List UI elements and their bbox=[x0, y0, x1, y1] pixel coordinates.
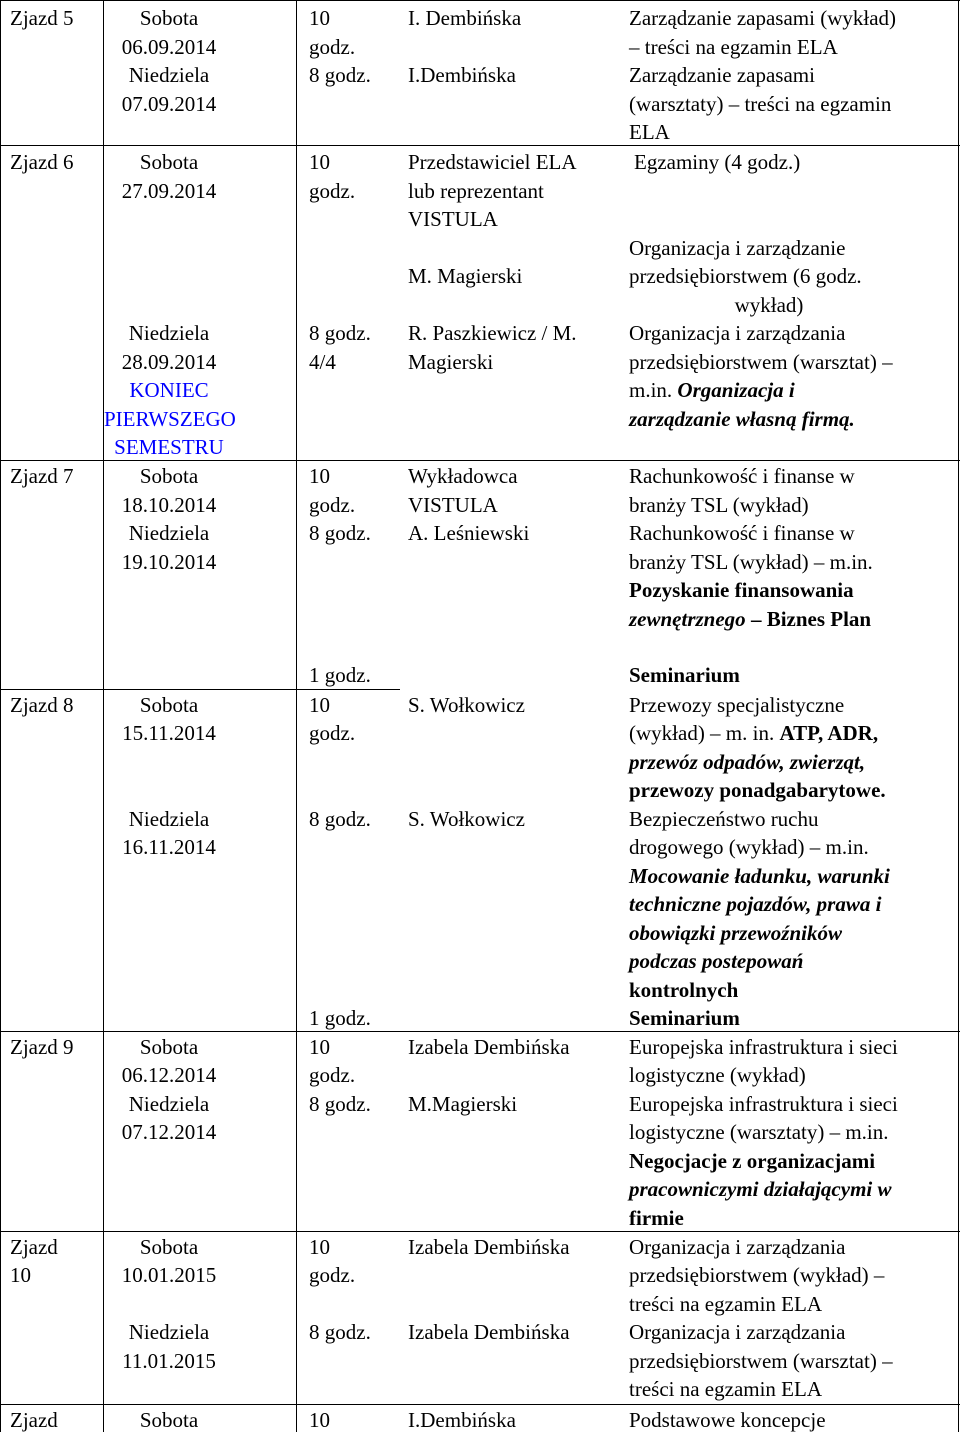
subject-line: drogowego (wykład) – m.in. bbox=[629, 835, 869, 859]
lecturer: M.Magierski bbox=[408, 1092, 518, 1116]
saturday-day: Sobota bbox=[139, 150, 199, 174]
sunday-date: 28.09.2014 bbox=[121, 350, 217, 374]
hours-unit: godz. bbox=[309, 1263, 356, 1287]
row-label-zjazd-8: Zjazd 8 bbox=[10, 693, 74, 717]
seminar-label: Seminarium bbox=[629, 1006, 740, 1030]
sunday-day: Niedziela bbox=[128, 521, 210, 545]
sunday-day: Niedziela bbox=[128, 1092, 210, 1116]
lecturer: Izabela Dembińska bbox=[408, 1035, 570, 1059]
saturday-date: 18.10.2014 bbox=[121, 493, 217, 517]
subject-line: Europejska infrastruktura i sieci bbox=[629, 1092, 898, 1116]
subject-line: obowiązki przewoźników bbox=[629, 921, 842, 945]
sunday-day: Niedziela bbox=[128, 1320, 210, 1344]
hours: 8 godz. bbox=[309, 1092, 371, 1116]
subject-line: Podstawowe koncepcje bbox=[629, 1408, 826, 1432]
subject-line: Pozyskanie finansowania bbox=[629, 578, 854, 602]
lecturer-line: M. Magierski bbox=[408, 264, 523, 288]
lecturer: I. Dembińska bbox=[408, 6, 522, 30]
seminar-label: Seminarium bbox=[629, 663, 740, 687]
subject-line: przewozy ponadgabarytowe. bbox=[629, 778, 886, 802]
hours: 8 godz. bbox=[309, 321, 371, 345]
subject-line: wykład) bbox=[734, 293, 804, 317]
hours: 10 bbox=[309, 693, 330, 717]
hours-fraction: 4/4 bbox=[309, 350, 336, 374]
subject-line: Bezpieczeństwo ruchu bbox=[629, 807, 819, 831]
subject-line: Organizacja i zarządzanie bbox=[629, 236, 846, 260]
lecturer-line: VISTULA bbox=[408, 493, 498, 517]
hours: 8 godz. bbox=[309, 63, 371, 87]
subject-line: przedsiębiorstwem (6 godz. bbox=[629, 264, 862, 288]
subject-line: treści na egzamin ELA bbox=[629, 1377, 822, 1401]
subject-line: Mocowanie ładunku, warunki bbox=[629, 864, 890, 888]
subject-line: przedsiębiorstwem (wykład) – bbox=[629, 1263, 885, 1287]
row-label-zjazd-10: Zjazd bbox=[10, 1235, 58, 1259]
hours: 10 bbox=[309, 1235, 330, 1259]
lecturer: I.Dembińska bbox=[408, 1408, 516, 1432]
hours: 10 bbox=[309, 6, 330, 30]
subject-line: przedsiębiorstwem (warsztat) – bbox=[629, 1349, 893, 1373]
subject-line: Negocjacje z organizacjami bbox=[629, 1149, 876, 1173]
lecturer: S. Wołkowicz bbox=[408, 693, 525, 717]
lecturer-line: R. Paszkiewicz / M. bbox=[408, 321, 577, 345]
lecturer-line: Przedstawiciel ELA bbox=[408, 150, 577, 174]
subject-line: Zarządzanie zapasami bbox=[629, 63, 815, 87]
sunday-date: 16.11.2014 bbox=[122, 835, 216, 859]
hours: 8 godz. bbox=[309, 807, 371, 831]
sunday-day: Niedziela bbox=[128, 321, 210, 345]
row-label-number: 10 bbox=[10, 1263, 31, 1287]
lecturer-line: VISTULA bbox=[408, 207, 498, 231]
hours-unit: godz. bbox=[309, 1063, 356, 1087]
row-label-zjazd-11: Zjazd bbox=[10, 1408, 58, 1432]
hours-unit: godz. bbox=[309, 493, 356, 517]
subject-line: Przewozy specjalistyczne bbox=[629, 693, 845, 717]
saturday-date: 27.09.2014 bbox=[121, 179, 217, 203]
semester-end-note: PIERWSZEGO bbox=[104, 407, 236, 431]
lecturer-line: lub reprezentant bbox=[408, 179, 544, 203]
subject-line: (wykład) – m. in. ATP, ADR, bbox=[629, 721, 879, 745]
saturday-day: Sobota bbox=[139, 1035, 199, 1059]
subject-line: zarządzanie własną firmą. bbox=[629, 407, 855, 431]
hours: 10 bbox=[309, 1035, 330, 1059]
saturday-date: 06.12.2014 bbox=[121, 1063, 217, 1087]
subject-line: m.in. Organizacja i bbox=[629, 378, 795, 402]
subject-line: Europejska infrastruktura i sieci bbox=[629, 1035, 898, 1059]
saturday-date: 10.01.2015 bbox=[121, 1263, 217, 1287]
semester-end-note: SEMESTRU bbox=[114, 435, 224, 459]
lecturer-line: Wykładowca bbox=[408, 464, 518, 488]
sunday-date: 07.09.2014 bbox=[121, 92, 217, 116]
saturday-date: 15.11.2014 bbox=[122, 721, 216, 745]
seminar-hours: 1 godz. bbox=[309, 1006, 371, 1030]
lecturer: Izabela Dembińska bbox=[408, 1320, 570, 1344]
subject-line: Rachunkowość i finanse w bbox=[629, 464, 855, 488]
hours-unit: godz. bbox=[309, 721, 356, 745]
sunday-date: 19.10.2014 bbox=[121, 550, 217, 574]
saturday-day: Sobota bbox=[139, 693, 199, 717]
lecturer: S. Wołkowicz bbox=[408, 807, 525, 831]
row-label-zjazd-5: Zjazd 5 bbox=[10, 6, 74, 30]
saturday-date: 06.09.2014 bbox=[121, 35, 217, 59]
subject-line: Egzaminy (4 godz.) bbox=[634, 150, 801, 174]
subject-line: techniczne pojazdów, prawa i bbox=[629, 892, 882, 916]
subject-line: logistyczne (warsztaty) – m.in. bbox=[629, 1120, 889, 1144]
hours: 8 godz. bbox=[309, 1320, 371, 1344]
subject-line: (warsztaty) – treści na egzamin bbox=[629, 92, 892, 116]
subject-line: firmie bbox=[629, 1206, 684, 1230]
row-label-zjazd-6: Zjazd 6 bbox=[10, 150, 74, 174]
sunday-day: Niedziela bbox=[128, 807, 210, 831]
subject-line: przedsiębiorstwem (warsztat) – bbox=[629, 350, 893, 374]
saturday-day: Sobota bbox=[139, 1408, 199, 1432]
subject-line: przewóz odpadów, zwierząt, bbox=[629, 750, 866, 774]
seminar-hours: 1 godz. bbox=[309, 663, 371, 687]
saturday-day: Sobota bbox=[139, 6, 199, 30]
hours: 8 godz. bbox=[309, 521, 371, 545]
sunday-date: 07.12.2014 bbox=[121, 1120, 217, 1144]
hours-unit: godz. bbox=[309, 35, 356, 59]
subject-line: Organizacja i zarządzania bbox=[629, 1320, 846, 1344]
subject-line: branży TSL (wykład) – m.in. bbox=[629, 550, 873, 574]
hours: 10 bbox=[309, 1408, 330, 1432]
subject-line: kontrolnych bbox=[629, 978, 739, 1002]
subject-line: branży TSL (wykład) bbox=[629, 493, 809, 517]
saturday-day: Sobota bbox=[139, 1235, 199, 1259]
subject-line: – treści na egzamin ELA bbox=[629, 35, 838, 59]
subject-line: ELA bbox=[629, 120, 670, 144]
sunday-day: Niedziela bbox=[128, 63, 210, 87]
hours-unit: godz. bbox=[309, 179, 356, 203]
lecturer: A. Leśniewski bbox=[408, 521, 530, 545]
subject-line: treści na egzamin ELA bbox=[629, 1292, 822, 1316]
subject-line: logistyczne (wykład) bbox=[629, 1063, 806, 1087]
subject-line: podczas postepowań bbox=[629, 949, 804, 973]
subject-line: Organizacja i zarządzania bbox=[629, 1235, 846, 1259]
lecturer: I.Dembińska bbox=[408, 63, 516, 87]
sunday-date: 11.01.2015 bbox=[122, 1349, 216, 1373]
hours: 10 bbox=[309, 464, 330, 488]
subject-line: zewnętrznego – Biznes Plan bbox=[629, 607, 872, 631]
subject-line: Zarządzanie zapasami (wykład) bbox=[629, 6, 897, 30]
hours: 10 bbox=[309, 150, 330, 174]
saturday-day: Sobota bbox=[139, 464, 199, 488]
subject-line: Rachunkowość i finanse w bbox=[629, 521, 855, 545]
semester-end-note: KONIEC bbox=[129, 378, 209, 402]
row-label-zjazd-7: Zjazd 7 bbox=[10, 464, 74, 488]
lecturer: Izabela Dembińska bbox=[408, 1235, 570, 1259]
row-label-zjazd-9: Zjazd 9 bbox=[10, 1035, 74, 1059]
subject-line: pracowniczymi działającymi w bbox=[629, 1177, 892, 1201]
subject-line: Organizacja i zarządzania bbox=[629, 321, 846, 345]
lecturer-line: Magierski bbox=[408, 350, 494, 374]
